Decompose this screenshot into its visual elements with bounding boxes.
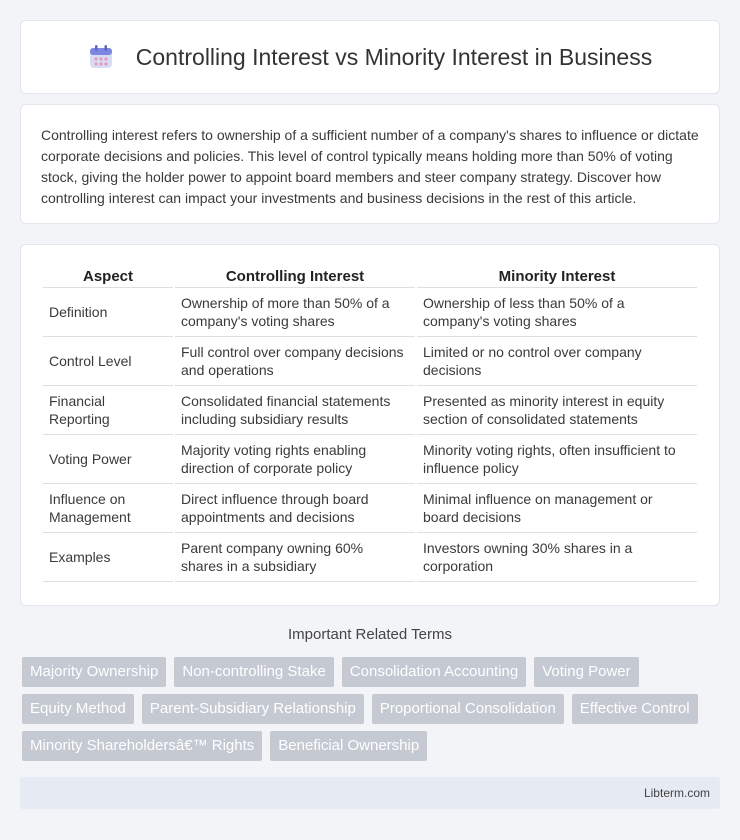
table-row xyxy=(43,435,697,484)
related-term-tag[interactable]: Beneficial Ownership xyxy=(270,731,427,761)
comparison-card xyxy=(20,244,720,606)
row-aspect: Examples xyxy=(43,533,173,582)
footer xyxy=(20,777,720,809)
row-aspect: Voting Power xyxy=(43,435,173,484)
related-term-tag[interactable]: Majority Ownership xyxy=(22,657,166,687)
table-row xyxy=(43,484,697,533)
table-row xyxy=(43,288,697,337)
row-controlling: Consolidated financial statements including subsidiary results xyxy=(175,386,415,435)
header-minority: Minority Interest xyxy=(417,263,697,288)
intro-text: Controlling interest refers to ownership of a sufficient number of a company's shares to influence or dictate corporate decisions and policies. This level of control typically means holding more than 50% of voting stock, giving the holder power to appoint board members and steer company strategy. Discover how controlling interest can impact your investments and business decisions in the rest of this article. xyxy=(41,127,699,206)
row-controlling: Majority voting rights enabling direction of corporate policy xyxy=(175,435,415,484)
table-row xyxy=(43,533,697,582)
row-controlling: Full control over company decisions and operations xyxy=(175,337,415,386)
related-term-tag[interactable]: Consolidation Accounting xyxy=(342,657,526,687)
related-term-tag[interactable]: Parent-Subsidiary Relationship xyxy=(142,694,364,724)
row-aspect: Influence on Management xyxy=(43,484,173,533)
row-controlling: Parent company owning 60% shares in a subsidiary xyxy=(175,533,415,582)
row-aspect: Financial Reporting xyxy=(43,386,173,435)
related-term-tag[interactable]: Voting Power xyxy=(534,657,638,687)
calendar-icon xyxy=(88,44,114,70)
related-term-tag[interactable]: Equity Method xyxy=(22,694,134,724)
table-row xyxy=(43,386,697,435)
related-term-tag[interactable]: Non-controlling Stake xyxy=(174,657,333,687)
page-header xyxy=(20,20,720,94)
header-aspect: Aspect xyxy=(43,263,173,288)
row-aspect: Control Level xyxy=(43,337,173,386)
related-term-tag[interactable]: Proportional Consolidation xyxy=(372,694,564,724)
row-aspect: Definition xyxy=(43,288,173,337)
row-minority: Limited or no control over company decisions xyxy=(417,337,697,386)
row-minority: Ownership of less than 50% of a company's voting shares xyxy=(417,288,697,337)
row-minority: Minimal influence on management or board decisions xyxy=(417,484,697,533)
page-title: Controlling Interest vs Minority Interest in Business xyxy=(135,43,653,70)
related-term-tag[interactable]: Effective Control xyxy=(572,694,698,724)
row-minority: Presented as minority interest in equity section of consolidated statements xyxy=(417,386,697,435)
row-controlling: Ownership of more than 50% of a company's voting shares xyxy=(175,288,415,337)
table-row xyxy=(43,337,697,386)
related-terms-list xyxy=(22,657,722,761)
related-term-tag[interactable]: Minority Shareholdersâ€™ Rights xyxy=(22,731,262,761)
comparison-table xyxy=(41,263,699,582)
row-minority: Investors owning 30% shares in a corporation xyxy=(417,533,697,582)
table-header-row xyxy=(43,263,697,288)
row-controlling: Direct influence through board appointments and decisions xyxy=(175,484,415,533)
footer-site-link[interactable]: Libterm.com xyxy=(643,786,710,800)
related-terms-title: Important Related Terms xyxy=(288,626,452,643)
intro-card xyxy=(20,104,720,224)
row-minority: Minority voting rights, often insufficient to influence policy xyxy=(417,435,697,484)
header-controlling: Controlling Interest xyxy=(175,263,415,288)
